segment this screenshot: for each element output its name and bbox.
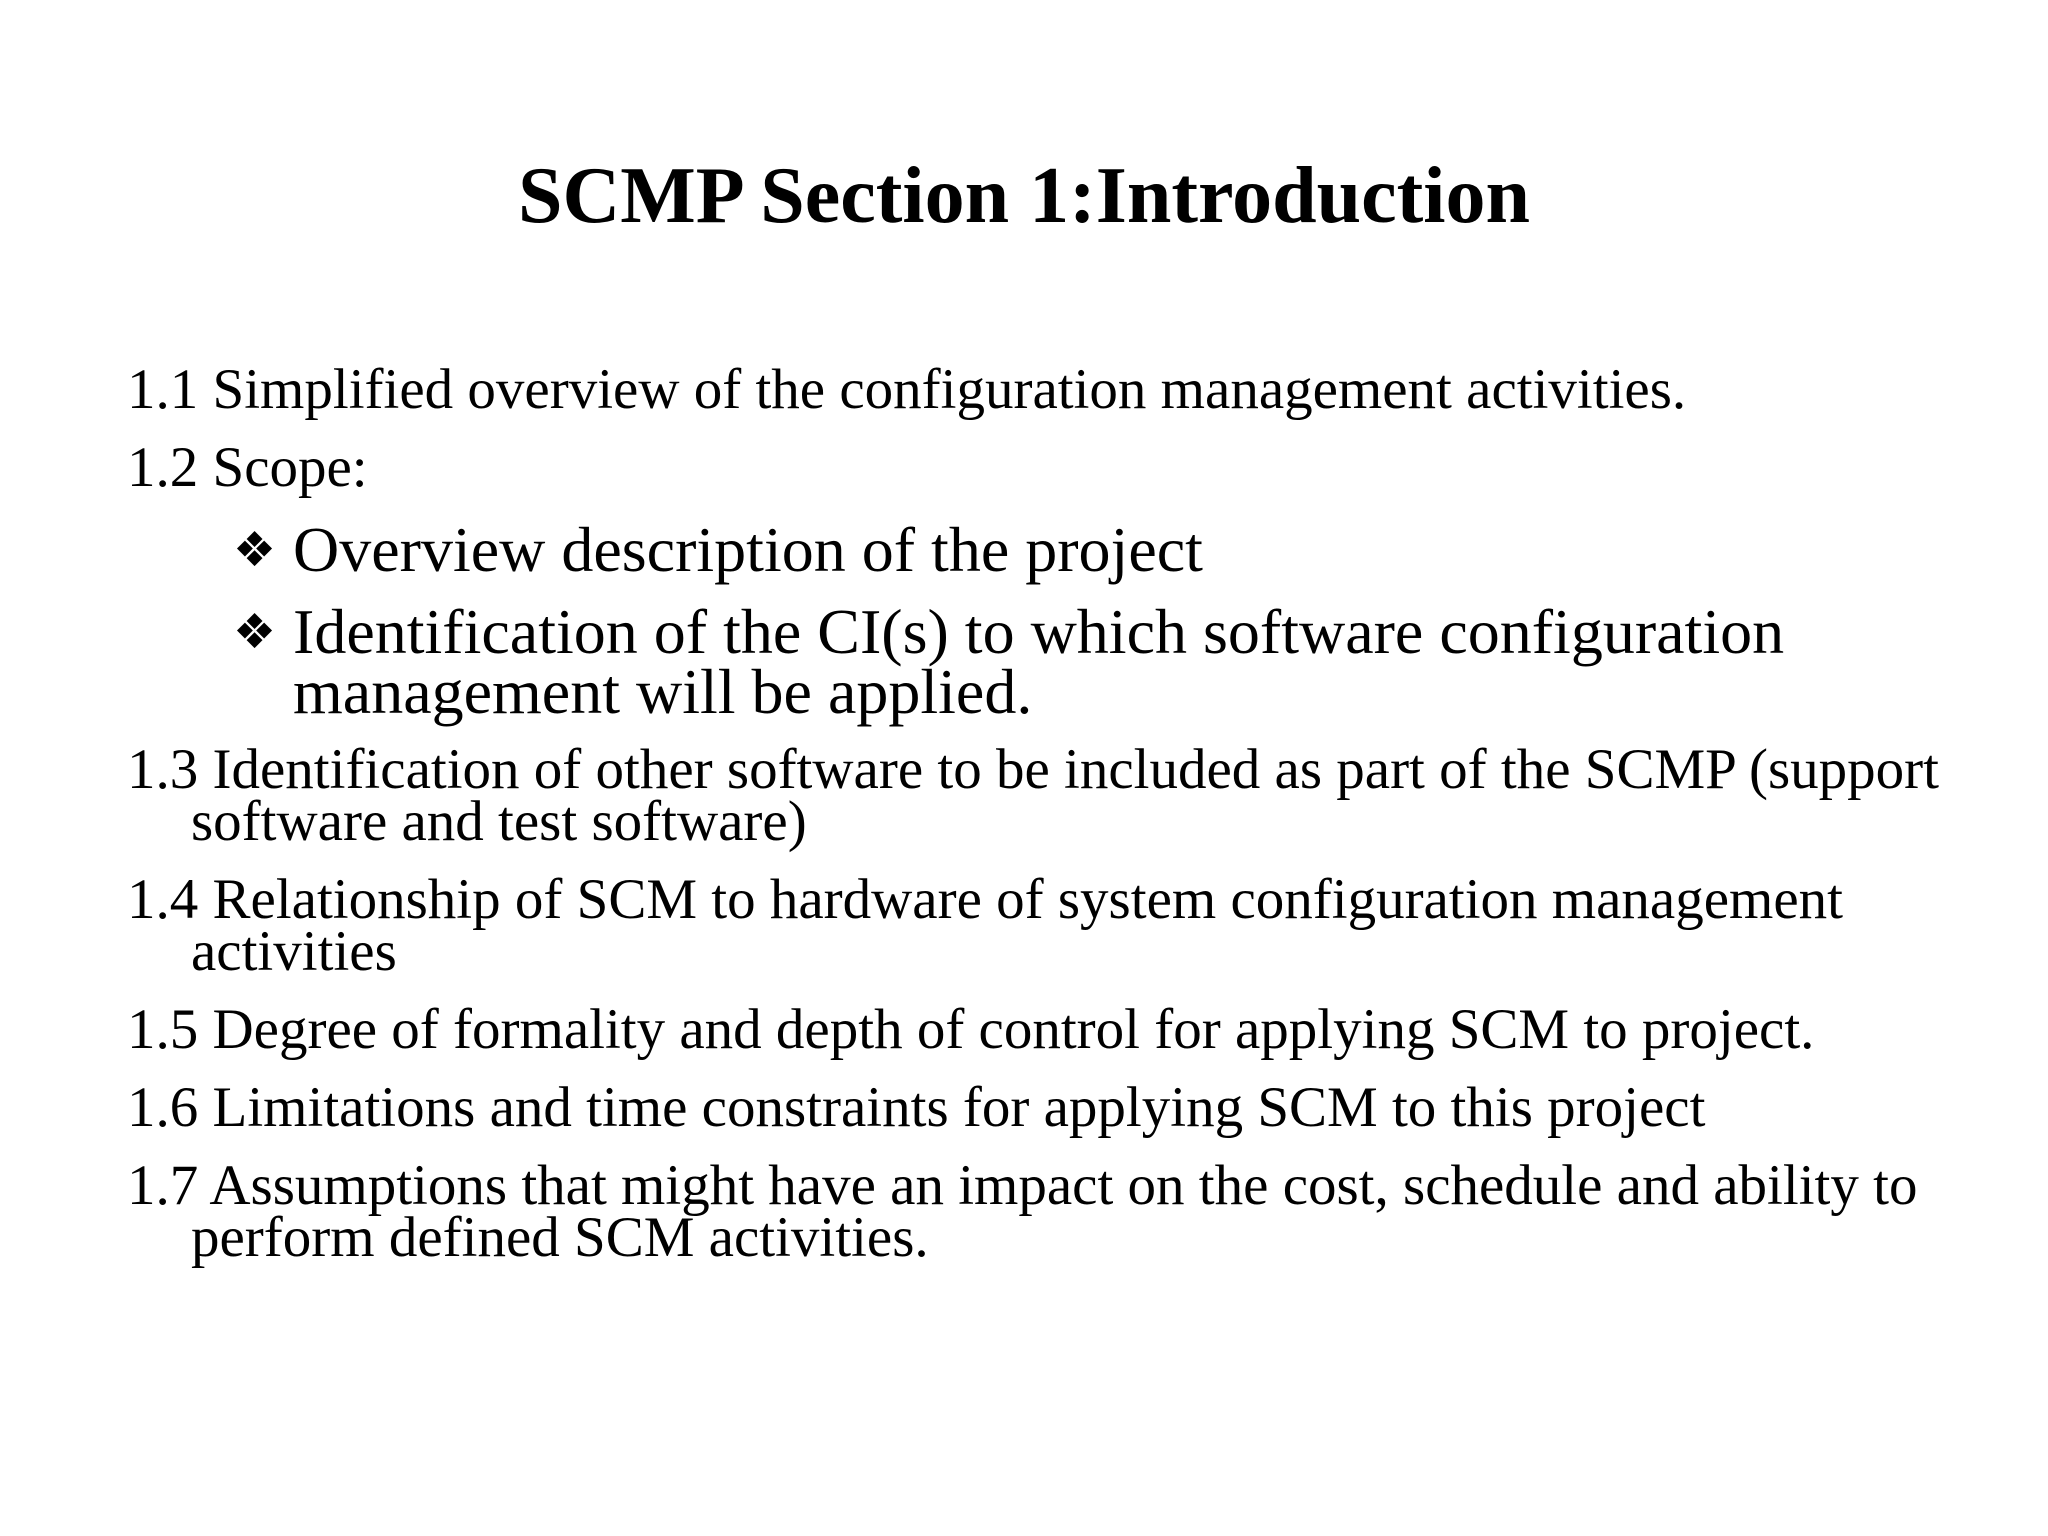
list-item: 1.1 Simplified overview of the configuration management activities. <box>127 358 1687 421</box>
list-item: 1.6 Limitations and time constraints for applying SCM to this project <box>127 1076 1706 1139</box>
scope-bullet <box>233 514 1987 585</box>
list-item: 1.5 Degree of formality and depth of control for applying SCM to project. <box>127 998 1815 1061</box>
diamond-bullet-icon: ❖ <box>233 604 277 660</box>
list-item: 1.2 Scope: <box>127 436 368 499</box>
scope-bullet-text: Overview description of the project <box>293 514 1203 585</box>
scope-bullet-text: Identification of the CI(s) to which software configuration management will be applied. <box>293 596 1785 727</box>
slide-title: SCMP Section 1:Introduction <box>518 152 1530 240</box>
slide-content <box>127 358 1987 1290</box>
scope-bullet <box>233 596 1987 727</box>
list-item: 1.3 Identification of other software to be included as part of the SCMP (support software and test software) <box>127 738 1939 853</box>
list-item: 1.4 Relationship of SCM to hardware of system configuration management activities <box>127 868 1843 983</box>
list-item: 1.7 Assumptions that might have an impact on the cost, schedule and ability to perform defined SCM activities. <box>127 1154 1918 1269</box>
diamond-bullet-icon: ❖ <box>233 522 277 578</box>
